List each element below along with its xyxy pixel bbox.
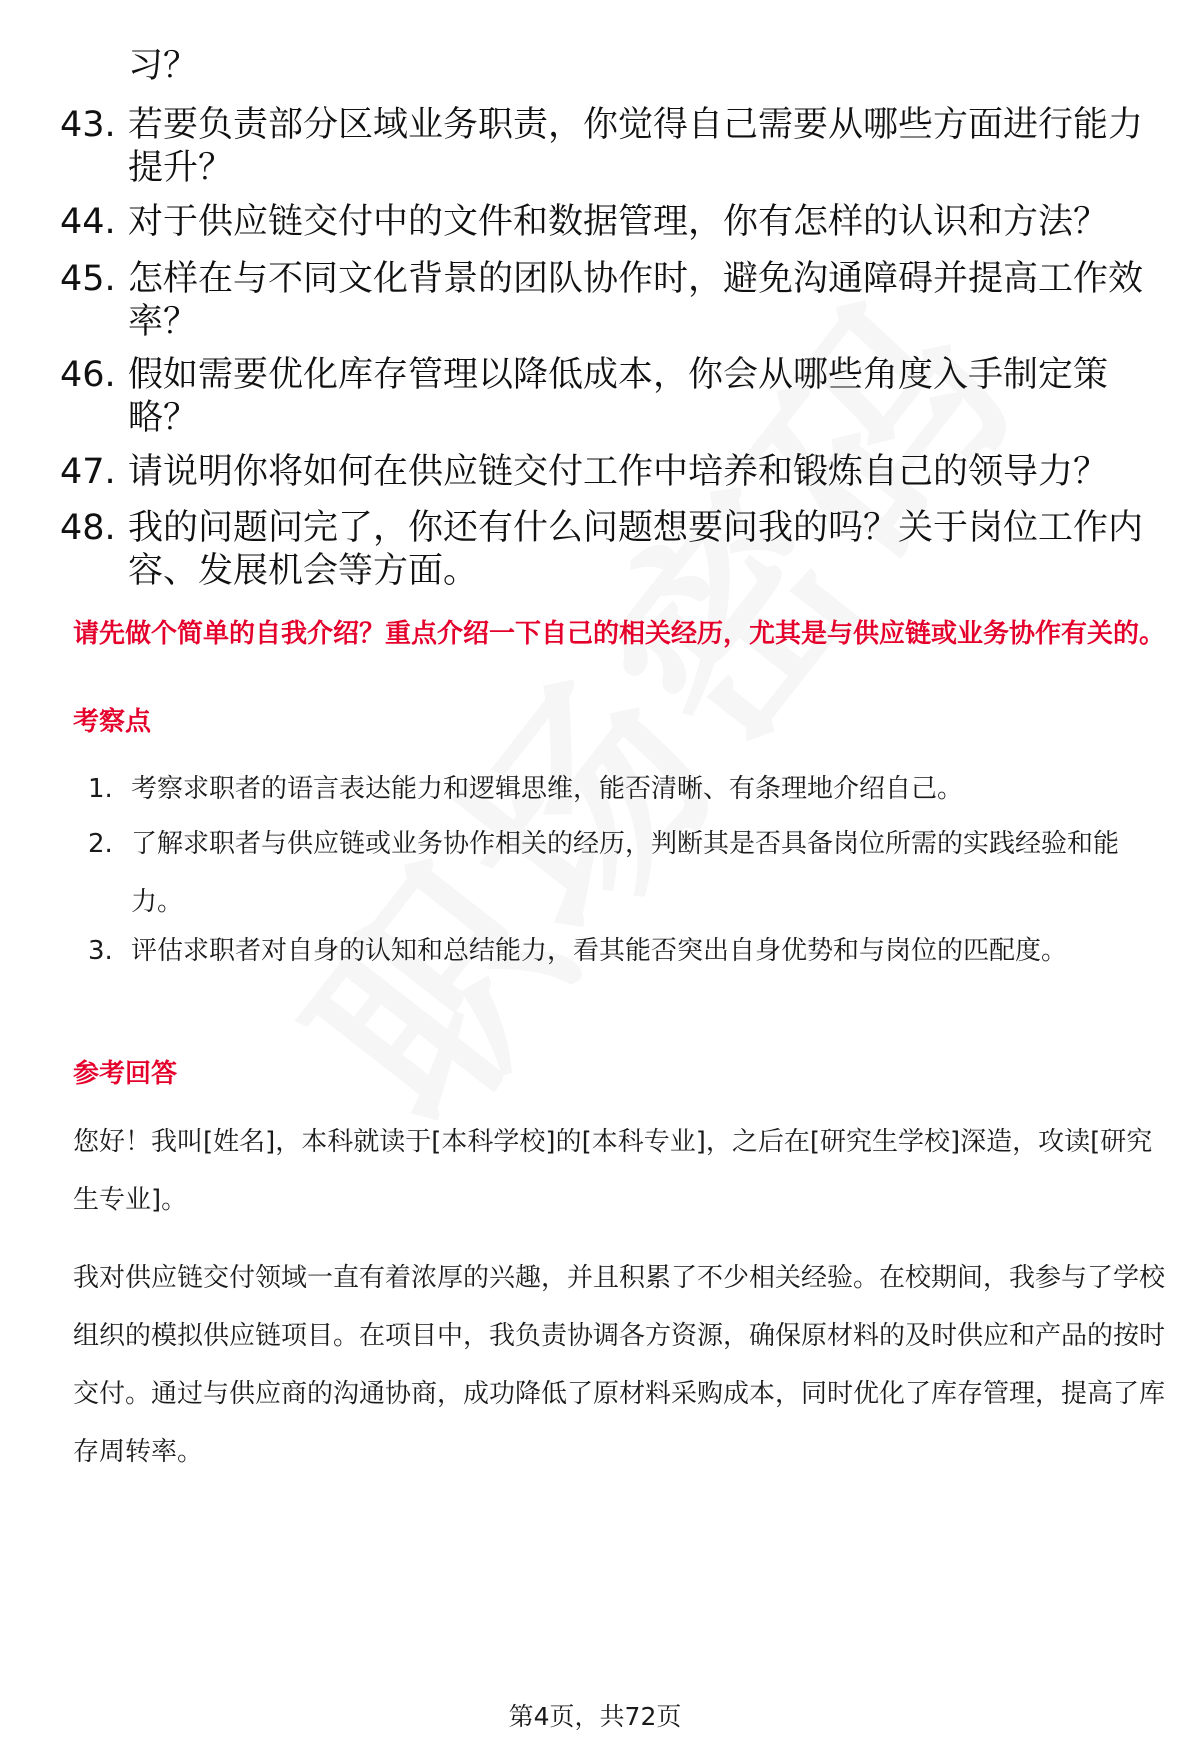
question-number: 47. [60,452,116,492]
question-item [60,104,1160,190]
exam-point-number: 2. [88,829,113,859]
question-item [60,45,1160,88]
exam-point-number: 3. [88,936,113,966]
page-number: 第4页，共72页 [508,1702,682,1731]
exam-point-text: 了解求职者与供应链或业务协作相关的经历，判断其是否具备岗位所需的实践经验和能力。 [131,829,1120,917]
exam-points-label: 考察点 [73,707,152,737]
question-item [60,258,1160,344]
question-item [60,451,1160,494]
question-item [60,507,1160,593]
answer-paragraph: 您好！我叫[姓名]，本科就读于[本科学校]的[本科专业]，之后在[研究生学校]深造，攻读[研究生专业]。 [73,1127,1153,1215]
exam-point-text: 考察求职者的语言表达能力和逻辑思维，能否清晰、有条理地介绍自己。 [131,774,964,804]
question-text: 怎样在与不同文化背景的团队协作时，避免沟通障碍并提高工作效率？ [128,259,1144,342]
exam-point-number: 1. [88,774,113,804]
question-text: 习？ [128,46,199,86]
question-number: 43. [60,105,116,145]
reference-answer-label: 参考回答 [73,1059,178,1089]
exam-point [88,815,1168,931]
exam-point-text: 评估求职者对自身的认知和总结能力，看其能否突出自身优势和与岗位的匹配度。 [131,936,1068,966]
question-text: 我的问题问完了，你还有什么问题想要问我的吗？关于岗位工作内容、发展机会等方面。 [128,508,1144,591]
question-number: 45. [60,259,116,299]
question-number: 44. [60,202,116,242]
section-title: 请先做个简单的自我介绍？重点介绍一下自己的相关经历，尤其是与供应链或业务协作有关的。 [73,619,1166,649]
question-text: 请说明你将如何在供应链交付工作中培养和锻炼自己的领导力？ [128,452,1109,492]
question-text: 假如需要优化库存管理以降低成本，你会从哪些角度入手制定策略？ [128,355,1109,438]
question-text: 对于供应链交付中的文件和数据管理，你有怎样的认识和方法？ [128,202,1109,242]
exam-point [88,760,1168,818]
exam-point [88,922,1168,980]
question-number: 46. [60,355,116,395]
question-text: 若要负责部分区域业务职责，你觉得自己需要从哪些方面进行能力提升？ [128,105,1144,188]
question-item [60,201,1160,244]
question-item [60,354,1160,440]
answer-paragraph: 我对供应链交付领域一直有着浓厚的兴趣，并且积累了不少相关经验。在校期间，我参与了学校组织的模拟供应链项目。在项目中，我负责协调各方资源，确保原材料的及时供应和产品的按时交付。通过与供应商的沟通协商，成功降低了原材料采购成本，同时优化了库存管理，提高了库存周转率。 [73,1263,1166,1467]
question-number: 48. [60,508,116,548]
